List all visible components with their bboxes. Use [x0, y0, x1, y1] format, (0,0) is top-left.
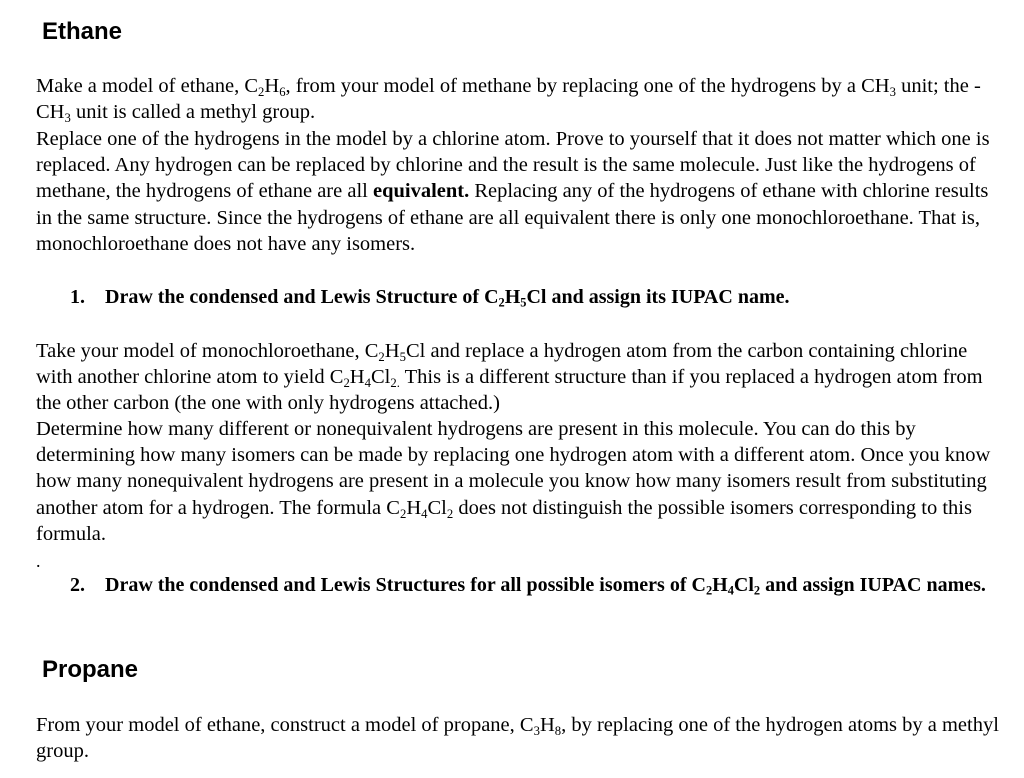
- paragraph-nonequivalent-hydrogens: Determine how many different or nonequivalent hydrogens are present in this molecule. You can do this by determining how many isomers can be made by replacing one hydrogen atom with a different atom. Once you know how many nonequivalent hydrogens are present in a molecule you know how many isomers result from substituting another atom for a hydrogen. The formula $C_2H_4Cl_2$ does not distinguish the possible isomers corresponding to this formula.: [36, 418, 991, 545]
- stray-dot: .: [36, 551, 41, 571]
- heading-propane: Propane: [42, 656, 139, 683]
- paragraph-monochloroethane: Take your model of monochloroethane, $C_2H_5Cl$ and replace a hydrogen atom from the carbon containing chlorine with another chlorine atom to yield $C_2H_4Cl_{2.}$ This is a different structure than if you replaced a hydrogen atom from the other carbon (the one with only hydrogens attached.): [36, 340, 983, 415]
- question-2: [70, 572, 1000, 599]
- equivalent-emphasis: equivalent.: [372, 180, 470, 203]
- question-number: 2.: [70, 574, 85, 596]
- paragraph-chlorine-replacement: Replace one of the hydrogens in the model by a chlorine atom. Prove to yourself that it does not matter which one is replaced. Any hydrogen can be replaced by chlorine and the result is the same molecule. Just like the hydrogens of methane, the hydrogens of ethane are all equivalent. Replacing any of the hydrogens of ethane with chlorine results in the same structure. Since the hydrogens of ethane are all equivalent there is only one monochloroethane. That is, monochloroethane does not have any isomers.: [36, 128, 990, 255]
- question-number: 1.: [70, 286, 85, 308]
- paragraph-ethane-model: Make a model of ethane, $C_2H_6$, from your model of methane by replacing one of the hydrogens by a $CH_3$ unit; the $-CH_3$ unit is called a methyl group.: [36, 75, 981, 126]
- question-1: [70, 284, 1000, 311]
- question-text: Draw the condensed and Lewis Structure of $C_2H_5Cl$ and assign its IUPAC name.: [105, 286, 790, 310]
- heading-ethane: Ethane: [42, 18, 123, 45]
- question-text: Draw the condensed and Lewis Structures for all possible isomers of $C_2H_4Cl_2$ and assign IUPAC names.: [105, 574, 986, 598]
- paragraph-propane-model: From your model of ethane, construct a model of propane, $C_3H_8$, by replacing one of the hydrogen atoms by a methyl group.: [36, 714, 999, 763]
